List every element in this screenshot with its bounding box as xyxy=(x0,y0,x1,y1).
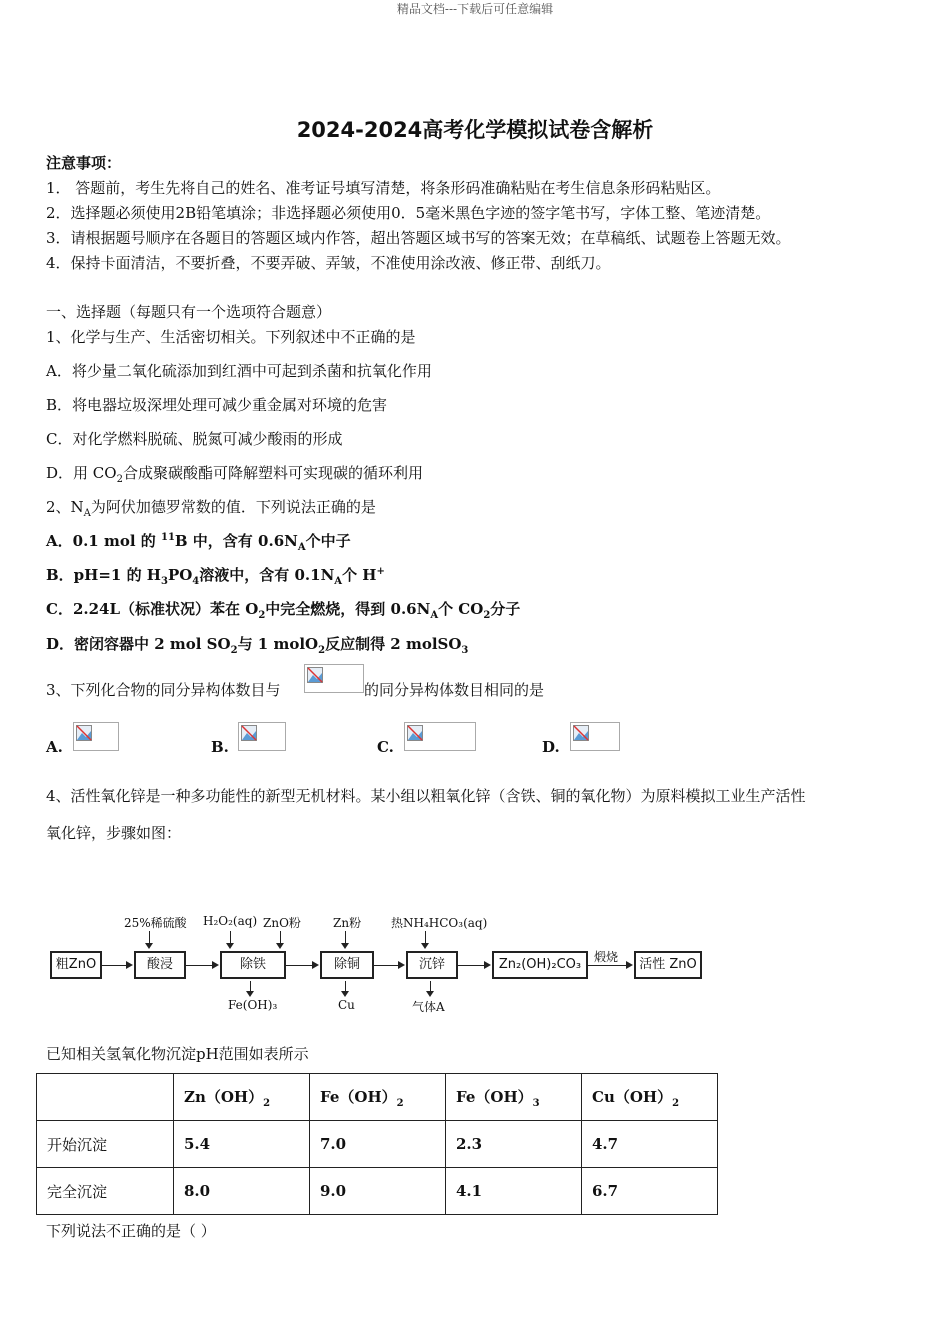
notice-item: 4．保持卡面清洁，不要折叠，不要弄破、弄皱，不准使用涂改液、修正带、刮纸刀。 xyxy=(46,254,611,272)
product-label: Cu xyxy=(338,998,355,1012)
arrow-head xyxy=(341,943,349,949)
arrow-head xyxy=(226,943,234,949)
reagent-label: Zn粉 xyxy=(333,916,362,930)
notice-item: 3．请根据题号顺序在各题目的答题区域内作答，超出答题区域书写的答案无效；在草稿纸、试题卷上答题无效。 xyxy=(46,229,791,247)
table-cell: 8.0 xyxy=(174,1168,310,1215)
reagent-label: 25%稀硫酸 xyxy=(124,916,187,930)
table-caption: 已知相关氢氧化物沉淀pH范围如表所示 xyxy=(46,1045,309,1063)
notice-item: 2．选择题必须使用2B铅笔填涂；非选择题必须使用0．5毫米黑色字迹的签字笔书写，字体工整、笔迹清楚。 xyxy=(46,204,771,222)
question-3-option-a: A. xyxy=(46,738,63,756)
arrow-line xyxy=(250,981,251,991)
flow-box: 酸浸 xyxy=(134,951,186,979)
arrow-line xyxy=(230,931,231,943)
flow-box: 除铁 xyxy=(220,951,286,979)
column-header: $Zn(OH)_2$ xyxy=(174,1074,310,1121)
arrow-line xyxy=(149,931,150,943)
table-cell: 5.4 xyxy=(174,1121,310,1168)
flow-box: 粗ZnO xyxy=(50,951,102,979)
table-cell: 4.7 xyxy=(582,1121,718,1168)
broken-image-icon xyxy=(304,664,364,693)
flow-box: 活性 ZnO xyxy=(634,951,702,979)
image-placeholder-icon xyxy=(241,725,257,741)
process-step-label: 煅烧 xyxy=(594,950,619,964)
reagent-label: 热NH₄HCO₃(aq) xyxy=(391,916,488,930)
row-label: 开始沉淀 xyxy=(37,1121,174,1168)
arrow-line xyxy=(425,931,426,943)
arrow-head xyxy=(626,961,633,969)
question-1-option-a: A．将少量二氧化硫添加到红酒中可起到杀菌和抗氧化作用 xyxy=(46,362,432,380)
arrow-line xyxy=(286,965,312,966)
arrow-head xyxy=(212,961,219,969)
image-placeholder-icon xyxy=(407,725,423,741)
table-cell: 2.3 xyxy=(446,1121,582,1168)
table-cell: 9.0 xyxy=(310,1168,446,1215)
arrow-line xyxy=(588,965,626,966)
flow-box: Zn₂(OH)₂CO₃ xyxy=(492,951,588,979)
arrow-line xyxy=(345,981,346,991)
table-cell: 7.0 xyxy=(310,1121,446,1168)
column-header: $Fe(OH)_3$ xyxy=(446,1074,582,1121)
row-label: 完全沉淀 xyxy=(37,1168,174,1215)
question-4-followup: 下列说法不正确的是（ ） xyxy=(46,1222,216,1240)
question-3-stem-end: 的同分异构体数目相同的是 xyxy=(364,681,545,699)
arrow-line xyxy=(186,965,212,966)
arrow-line xyxy=(102,965,126,966)
arrow-head xyxy=(126,961,133,969)
question-3-option-b: B. xyxy=(211,738,229,756)
page-header: 精品文档---下载后可任意编辑 xyxy=(396,2,554,16)
arrow-head xyxy=(312,961,319,969)
column-header: $Fe(OH)_2$ xyxy=(310,1074,446,1121)
question-1-stem: 1、化学与生产、生活密切相关。下列叙述中不正确的是 xyxy=(46,328,416,346)
question-4-stem-line-1: 4、活性氧化锌是一种多功能性的新型无机材料。某小组以粗氧化锌（含铁、铜的氧化物）为原料模拟工业生产活性 xyxy=(46,787,806,805)
arrow-head xyxy=(484,961,491,969)
arrow-line xyxy=(430,981,431,991)
question-2-option-d: D．密闭容器中 2 mol $SO_2$与 1 molO$_2$反应制得 2 molSO$_3$ xyxy=(46,635,469,656)
section-heading: 一、选择题（每题只有一个选项符合题意） xyxy=(46,303,332,321)
page-title: 2024-2024高考化学模拟试卷含解析 xyxy=(296,118,654,142)
question-1-option-b: B．将电器垃圾深埋处理可减少重金属对环境的危害 xyxy=(46,396,388,414)
broken-image-icon xyxy=(73,722,119,751)
table-header-row xyxy=(37,1074,718,1121)
flow-box: 除铜 xyxy=(320,951,374,979)
question-1-option-d: D．用 $CO_2$合成聚碳酸酯可降解塑料可实现碳的循环利用 xyxy=(46,464,423,485)
arrow-head xyxy=(341,991,349,997)
image-placeholder-icon xyxy=(307,667,323,683)
arrow-line xyxy=(345,931,346,943)
table-cell: 6.7 xyxy=(582,1168,718,1215)
arrow-head xyxy=(276,943,284,949)
table-row xyxy=(37,1121,718,1168)
broken-image-icon xyxy=(238,722,286,751)
question-3-stem-start: 3、下列化合物的同分异构体数目与 xyxy=(46,681,281,699)
arrow-line xyxy=(280,931,281,943)
image-placeholder-icon xyxy=(573,725,589,741)
question-3-option-d: D. xyxy=(542,738,560,756)
question-2-stem: 2、$N_A$为阿伏加德罗常数的值．下列说法正确的是 xyxy=(46,498,376,519)
reagent-label: ZnO粉 xyxy=(263,916,301,930)
reagent-label: H₂O₂(aq) xyxy=(203,914,258,928)
notice-heading: 注意事项： xyxy=(46,154,122,172)
arrow-line xyxy=(374,965,398,966)
product-label: Fe(OH)₃ xyxy=(228,998,278,1012)
flow-box: 沉锌 xyxy=(406,951,458,979)
broken-image-icon xyxy=(404,722,476,751)
ph-range-table xyxy=(36,1073,718,1215)
broken-image-icon xyxy=(570,722,620,751)
question-4-stem-line-2: 氧化锌，步骤如图： xyxy=(46,824,182,842)
question-2-option-b: B．pH=1 的 $H_3PO_4$溶液中，含有 $0.1N_A$个 H+ xyxy=(46,566,385,587)
image-placeholder-icon xyxy=(76,725,92,741)
column-header: $Cu(OH)_2$ xyxy=(582,1074,718,1121)
question-3-option-c: C. xyxy=(377,738,394,756)
notice-item: 1． 答题前，考生先将自己的姓名、准考证号填写清楚，将条形码准确粘贴在考生信息条形码粘贴区。 xyxy=(46,179,721,197)
arrow-head xyxy=(421,943,429,949)
arrow-head xyxy=(426,991,434,997)
question-1-option-c: C．对化学燃料脱硫、脱氮可减少酸雨的形成 xyxy=(46,430,343,448)
question-2-option-c: C．2.24L（标准状况）苯在 $O_2$中完全燃烧，得到 $0.6N_A$个 $CO_2$分子 xyxy=(46,600,521,621)
product-label: 气体A xyxy=(412,1000,445,1014)
table-corner-cell xyxy=(37,1074,174,1121)
arrow-line xyxy=(458,965,484,966)
question-2-option-a: A．0.1 mol 的 $^{11}$B 中，含有 $0.6N_A$个中子 xyxy=(46,532,351,553)
arrow-head xyxy=(398,961,405,969)
arrow-head xyxy=(246,991,254,997)
table-cell: 4.1 xyxy=(446,1168,582,1215)
arrow-head xyxy=(145,943,153,949)
table-row xyxy=(37,1168,718,1215)
